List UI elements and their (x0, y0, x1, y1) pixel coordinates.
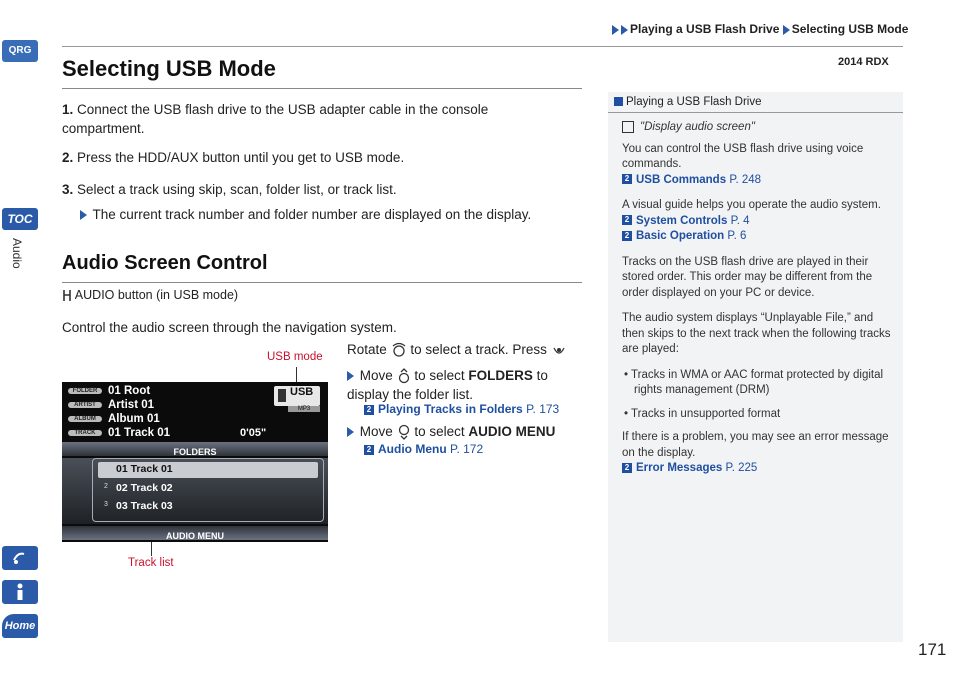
folder-tag: FOLDER (68, 388, 102, 394)
xref-icon (622, 231, 632, 241)
toc-button[interactable]: TOC (2, 208, 38, 230)
audio-screen-image (62, 382, 328, 542)
track-time: 0'05" (240, 427, 267, 439)
qrg-button[interactable]: QRG (2, 40, 38, 62)
step-3-note: The current track number and folder number are displayed on the display. (80, 207, 580, 222)
callout-usb-mode: USB mode (267, 351, 323, 363)
title-rule (62, 88, 582, 89)
sidebar-section-label: Audio (10, 238, 24, 269)
voice-command-icon (622, 121, 634, 133)
mp3-badge: MP3 (288, 406, 320, 412)
hand-icon (62, 289, 72, 302)
usb-plug-icon (278, 389, 286, 402)
interface-dial-down-icon (397, 424, 411, 440)
xref-icon (622, 463, 632, 473)
home-button[interactable]: Home (2, 614, 38, 638)
panel-heading-rule (608, 112, 903, 113)
interface-dial-rotate-icon (391, 342, 407, 358)
track-row[interactable]: 01 Track 01 (98, 462, 318, 478)
track-row[interactable]: 2 02 Track 02 (104, 482, 173, 494)
xref-icon (364, 445, 374, 455)
arrow-icon (612, 25, 619, 35)
link-usb-commands[interactable]: 2USB Commands P. 248 (622, 173, 898, 189)
bullet-item: • Tracks in WMA or AAC format protected by digital rights management (DRM) (624, 368, 884, 396)
voice-icon (10, 548, 30, 568)
callout-track-list: Track list (128, 557, 174, 569)
arrow-icon (347, 427, 354, 437)
audio-menu-tab[interactable]: AUDIO MENU (62, 526, 328, 540)
link-error-messages[interactable]: 2Error Messages P. 225 (622, 461, 898, 477)
rotate-instruction: Rotate to select a track. Press (347, 342, 567, 358)
header-rule (62, 46, 903, 47)
page-number: 171 (918, 640, 947, 659)
voice-command: "Display audio screen" (622, 120, 898, 136)
interface-dial-up-icon (397, 368, 411, 384)
move-audio-menu-instruction: Move to select AUDIO MENU (347, 424, 555, 440)
audio-button-line: AUDIO button (in USB mode) (62, 288, 238, 302)
breadcrumb (612, 22, 908, 36)
arrow-icon (347, 371, 354, 381)
page-title: Selecting USB Mode (62, 56, 276, 81)
note-icon (614, 97, 623, 106)
arrow-icon (783, 25, 790, 35)
track-tag: TRACK (68, 430, 102, 436)
section-title: Audio Screen Control (62, 252, 268, 274)
panel-body: "Display audio screen" You can control the USB flash drive using voice commands. 2USB Commands P. 248 A visual guide helps you operate the audio system. 2System Controls P. 4 2Basic Operation P. 6 Tracks on the USB flash drive are played in their stored order. This order may be different from the order displayed on your PC or device. The audio system displays “Unplayable File,” and then skips to the next track when the following tracks are played: • Tracks in WMA or AAC format protected by digital rights management (DRM) • Tracks in unsupported format If there is a problem, you may see an error message on the display. 2Error Messages P. 225 (622, 120, 898, 477)
link-audio-menu[interactable]: 2Audio Menu P. 172 (364, 442, 483, 456)
info-rows: FOLDER 01 Root ARTIST Artist 01 ALBUM Album 01 TRACK 01 Track 01 (68, 385, 268, 441)
breadcrumb-item-2[interactable]: Selecting USB Mode (791, 22, 909, 36)
artist-tag: ARTIST (68, 402, 102, 408)
track-row[interactable]: 3 03 Track 03 (104, 500, 173, 512)
step-2: 2. Press the HDD/AUX button until you get to USB mode. (62, 150, 405, 165)
xref-icon (364, 405, 374, 415)
album-tag: ALBUM (68, 416, 102, 422)
section-rule (62, 282, 582, 283)
voice-button[interactable] (2, 546, 38, 570)
move-folders-instruction: Move to select FOLDERS to display the folder list. (347, 368, 548, 402)
bullet-item: • Tracks in unsupported format (624, 407, 781, 420)
xref-icon (622, 215, 632, 225)
info-button[interactable] (2, 580, 38, 604)
arrow-icon (621, 25, 628, 35)
track-list (62, 458, 328, 524)
step-3: 3. Select a track using skip, scan, folder list, or track list. (62, 182, 397, 197)
panel-heading: Playing a USB Flash Drive (614, 96, 762, 108)
interface-dial-press-icon (551, 342, 567, 358)
link-basic-operation[interactable]: 2Basic Operation P. 6 (622, 229, 898, 245)
link-system-controls[interactable]: 2System Controls P. 4 (622, 214, 898, 230)
usb-badge: USB (274, 386, 320, 406)
info-icon (10, 582, 30, 602)
xref-icon (622, 174, 632, 184)
step-1: 1. Connect the USB flash drive to the USB adapter cable in the console compartment. (62, 102, 489, 136)
folders-tab[interactable]: FOLDERS (62, 442, 328, 456)
breadcrumb-item-1[interactable]: Playing a USB Flash Drive (630, 22, 780, 36)
arrow-icon (80, 210, 87, 220)
intro-text: Control the audio screen through the navigation system. (62, 320, 397, 335)
side-note-panel (608, 92, 903, 642)
link-playing-tracks-in-folders[interactable]: 2Playing Tracks in Folders P. 173 (364, 402, 559, 416)
model-label: 2014 RDX (838, 56, 889, 68)
